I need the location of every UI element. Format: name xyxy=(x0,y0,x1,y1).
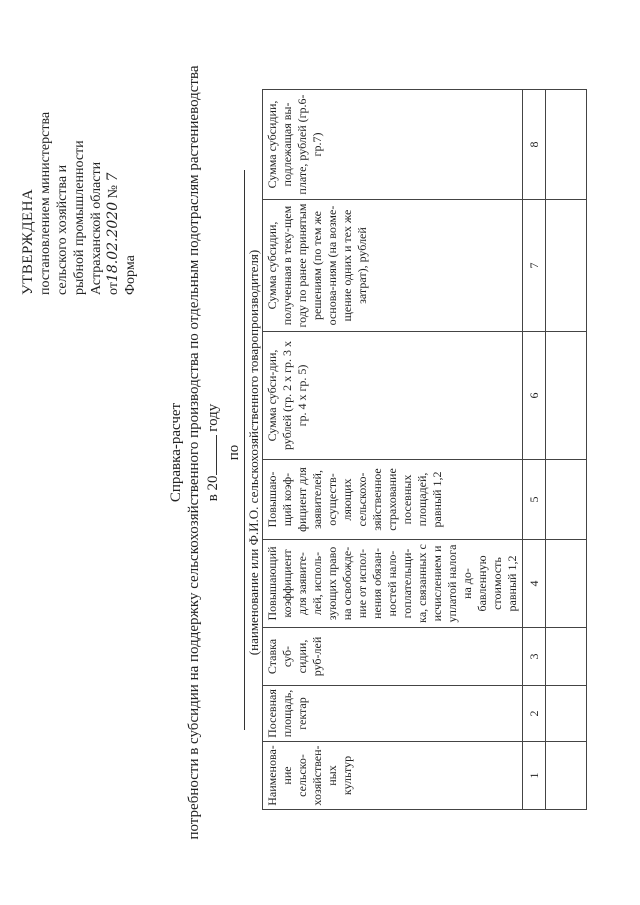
header-vat-coefficient: Повышающий коэффициент для заявите-лей, исполь-зующих право на освобожде-ние от испол-нения обязан-ностей нало-гоплательщи-ка, связанных с исчислением и уплатой налога на до-бавленную стоимость равный 1,2 xyxy=(263,540,523,628)
table-header-row xyxy=(263,90,523,810)
header-subsidy-payable: Сумма субсидии, подлежащая вы-плате, рублей (гр.6-гр.7) xyxy=(263,90,523,200)
approval-date-value: 18.02.2020 xyxy=(105,201,121,283)
header-subsidy-received: Сумма субсидии, полученная в теку-щем году по ранее принятым решениям (по тем же основа-ниям (на возме-щение одних и тех же затрат), рублей xyxy=(263,200,523,332)
approval-stamp-block xyxy=(20,5,139,295)
header-crop-name: Наименова-ние сельско-хозяйствен-ных культур xyxy=(263,742,523,810)
document-subtitle: потребности в субсидии на поддержку сельскохозяйственного производства по отдельным подотраслям растениеводства xyxy=(186,65,202,840)
producer-caption: (наименование или Ф.И.О. сельскохозяйственного товаропроизводителя) xyxy=(246,249,261,656)
column-number: 5 xyxy=(523,460,546,540)
document-title: Справка-расчет xyxy=(168,402,184,503)
approval-number-value: 7 xyxy=(105,172,121,182)
producer-fill-line xyxy=(244,170,245,730)
approval-number-label: № xyxy=(106,185,121,199)
column-number: 6 xyxy=(523,332,546,460)
table-cell xyxy=(546,200,587,332)
approval-date-prefix: от xyxy=(106,282,121,295)
table-row xyxy=(546,90,587,810)
column-number: 2 xyxy=(523,686,546,742)
column-number: 3 xyxy=(523,628,546,686)
approval-line-4: Астраханской области xyxy=(89,161,104,295)
column-number: 8 xyxy=(523,90,546,200)
header-subsidy-amount: Сумма субси-дии, рублей (гр. 2 х гр. 3 х гр. 4 х гр. 5) xyxy=(263,332,523,460)
producer-by-label: по xyxy=(226,444,242,461)
table-cell xyxy=(546,332,587,460)
table-cell xyxy=(546,540,587,628)
approval-line-3: рыбной промышленности xyxy=(72,140,87,295)
year-line xyxy=(204,0,222,905)
approval-heading: УТВЕРЖДЕНА xyxy=(20,188,36,295)
table-cell xyxy=(546,628,587,686)
table-cell xyxy=(546,742,587,810)
header-subsidy-rate: Ставка суб-сидии, руб-лей xyxy=(263,628,523,686)
column-number: 1 xyxy=(523,742,546,810)
year-suffix: году xyxy=(205,403,221,432)
approval-line-1: постановлением министерства xyxy=(38,111,53,295)
header-insurance-coefficient: Повышаю-щий коэф-фициент для заявителей, осуществ-ляющих сельскохо-зяйственное страхование посевных площадей, равный 1,2 xyxy=(263,460,523,540)
column-number: 7 xyxy=(523,200,546,332)
approval-date-line xyxy=(105,5,122,295)
table-column-number-row xyxy=(523,90,546,810)
approval-line-2: сельского хозяйства и xyxy=(55,164,70,295)
header-sown-area: Посевная площадь, гектар xyxy=(263,686,523,742)
table-cell xyxy=(546,460,587,540)
year-blank xyxy=(204,435,217,475)
table-cell xyxy=(546,90,587,200)
year-prefix: в 20 xyxy=(205,475,221,502)
table-cell xyxy=(546,686,587,742)
form-label: Форма xyxy=(123,255,138,295)
column-number: 4 xyxy=(523,540,546,628)
calculation-table xyxy=(262,89,587,810)
